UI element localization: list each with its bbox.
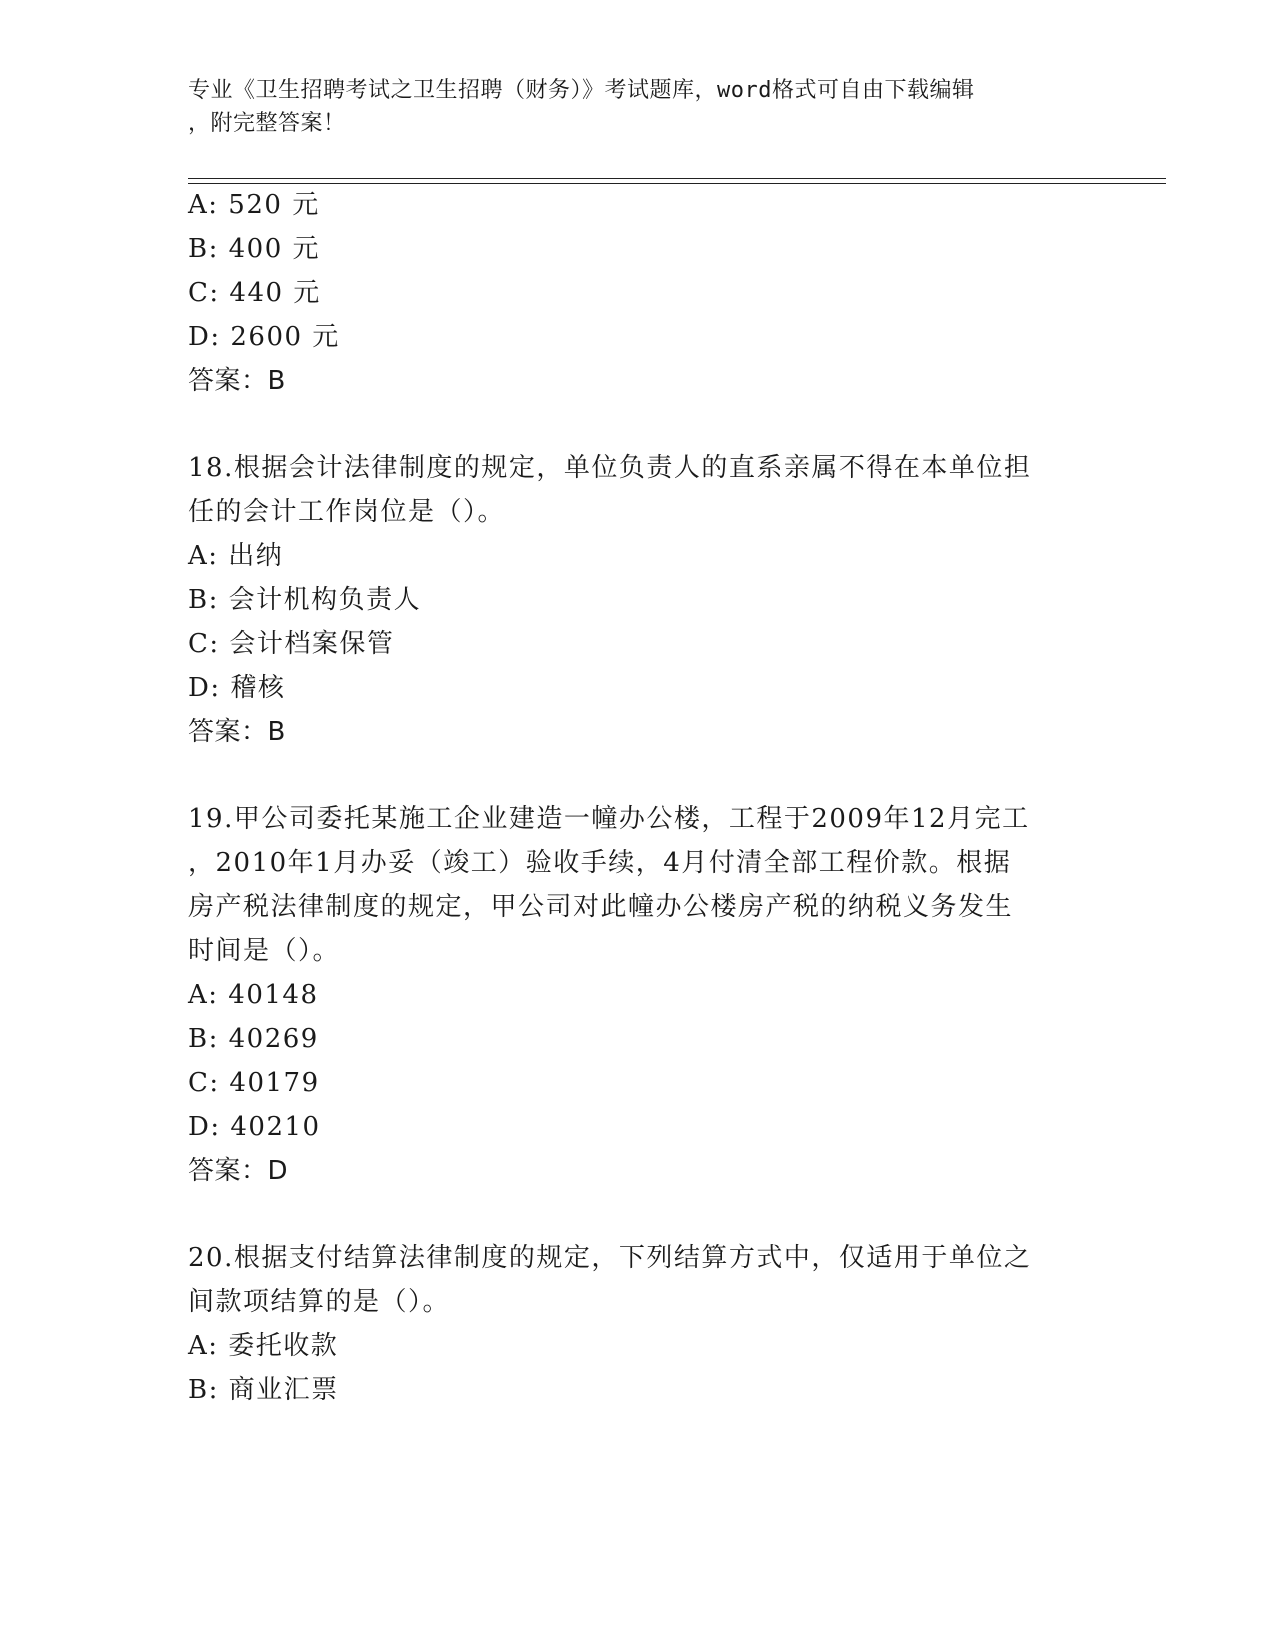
- header-divider-bottom: [188, 183, 1166, 184]
- q19-stem-line-1: 19.甲公司委托某施工企业建造一幢办公楼，工程于2009年12月完工: [188, 804, 1030, 834]
- q19-stem-line-4: 时间是（）。: [188, 936, 341, 966]
- q18-option-b: B: 会计机构负责人: [188, 585, 422, 615]
- q20-stem-line-1: 20.根据支付结算法律制度的规定，下列结算方式中，仅适用于单位之: [188, 1243, 1032, 1273]
- q17-option-a: A: 520 元: [188, 190, 320, 220]
- q20-option-b: B: 商业汇票: [188, 1375, 339, 1405]
- document-header: [188, 74, 1068, 140]
- header-line-2: ，附完整答案！: [188, 111, 346, 136]
- q17-option-b: B: 400 元: [188, 234, 321, 264]
- q18-option-c: C: 会计档案保管: [188, 629, 395, 659]
- q19-stem-line-2: ，2010年1月办妥（竣工）验收手续，4月付清全部工程价款。根据: [188, 848, 1012, 878]
- q19-option-d: D: 40210: [188, 1112, 321, 1142]
- q20-option-a: A: 委托收款: [188, 1331, 339, 1361]
- q19-stem-line-3: 房产税法律制度的规定，甲公司对此幢办公楼房产税的纳税义务发生: [188, 892, 1014, 922]
- q17-option-c: C: 440 元: [188, 278, 321, 308]
- q19-option-c: C: 40179: [188, 1068, 320, 1098]
- header-divider-top: [188, 178, 1166, 179]
- q18-stem-line-1: 18.根据会计法律制度的规定，单位负责人的直系亲属不得在本单位担: [188, 453, 1032, 483]
- q19-answer: 答案：D: [188, 1156, 289, 1186]
- header-line-1: 专业《卫生招聘考试之卫生招聘（财务）》考试题库，word格式可自由下载编辑: [188, 78, 975, 103]
- q18-option-a: A: 出纳: [188, 541, 284, 571]
- q18-stem-line-2: 任的会计工作岗位是（）。: [188, 497, 506, 527]
- q18-answer: 答案：B: [188, 717, 286, 747]
- q19-option-b: B: 40269: [188, 1024, 319, 1054]
- q19-option-a: A: 40148: [188, 980, 319, 1010]
- q17-answer: 答案：B: [188, 366, 286, 396]
- q18-option-d: D: 稽核: [188, 673, 286, 703]
- q17-option-d: D: 2600 元: [188, 322, 340, 352]
- q20-stem-line-2: 间款项结算的是（）。: [188, 1287, 451, 1317]
